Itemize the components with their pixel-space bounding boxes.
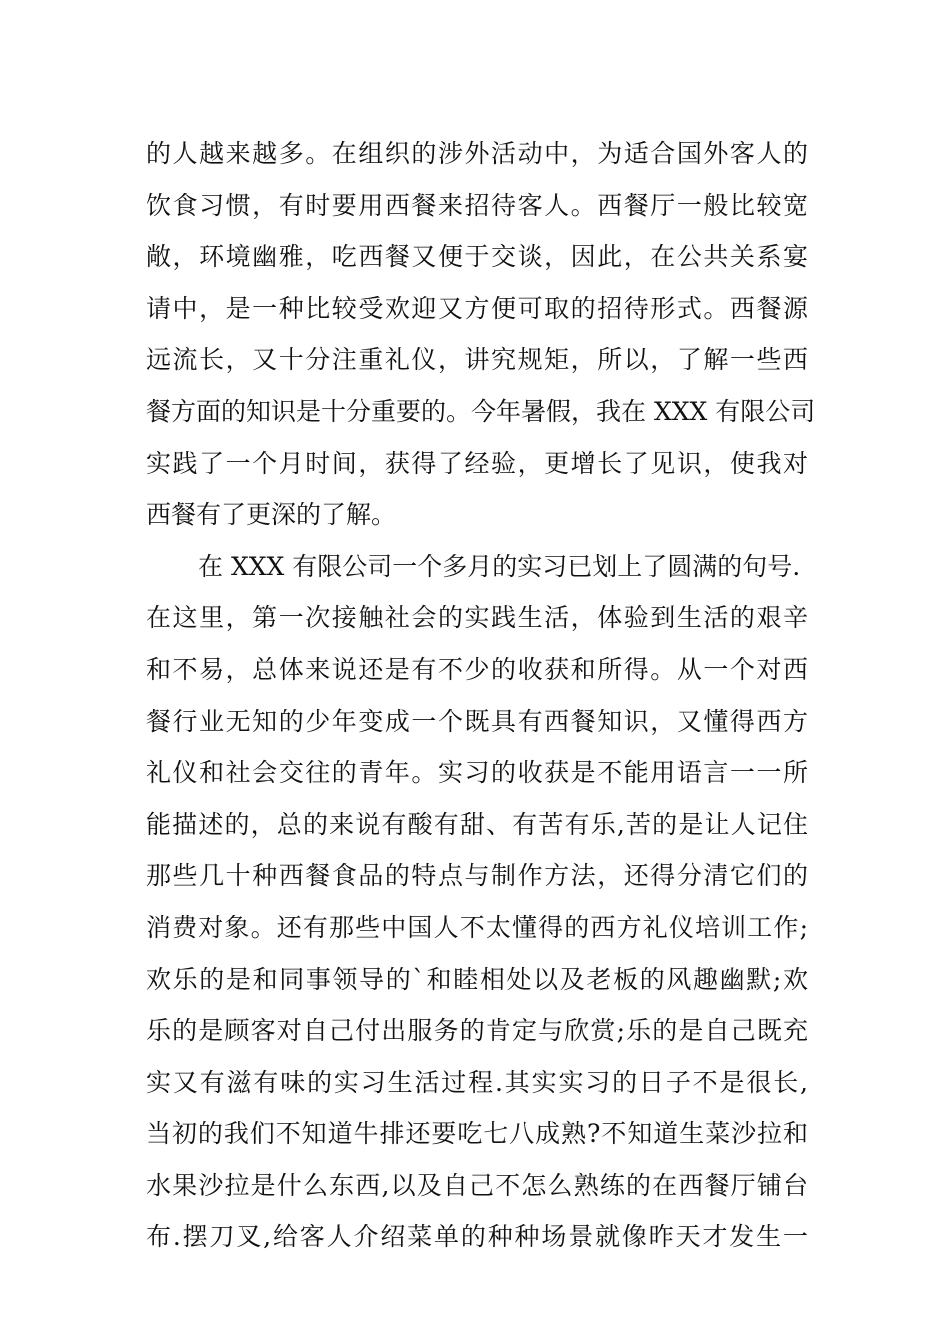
text-line: 欢乐的是和同事领导的`和睦相处以及老板的风趣幽默;欢	[146, 964, 808, 994]
text-line: 远流长，又十分注重礼仪，讲究规矩，所以，了解一些西	[146, 345, 808, 375]
text-line: 实又有滋有味的实习生活过程.其实实习的日子不是很长,	[146, 1067, 808, 1097]
text-line: 饮食习惯，有时要用西餐来招待客人。西餐厅一般比较宽	[146, 190, 808, 220]
text-line: 能描述的，总的来说有酸有甜、有苦有乐,苦的是让人记住	[146, 809, 808, 839]
text-line: 在这里，第一次接触社会的实践生活，体验到生活的艰辛	[146, 603, 808, 633]
text-line: 请中，是一种比较受欢迎又方便可取的招待形式。西餐源	[146, 293, 808, 323]
text-line: 餐方面的知识是十分重要的。今年暑假，我在 XXX 有限公司	[146, 396, 816, 426]
paragraph	[146, 128, 816, 541]
text-line: 消费对象。还有那些中国人不太懂得的西方礼仪培训工作;	[146, 912, 808, 942]
text-line: 那些几十种西餐食品的特点与制作方法，还得分清它们的	[146, 861, 808, 891]
body-text	[146, 128, 816, 1263]
text-line: 在 XXX 有限公司一个多月的实习已划上了圆满的句号.	[198, 551, 801, 581]
text-line: 布.摆刀叉,给客人介绍菜单的种种场景就像昨天才发生一	[146, 1222, 808, 1252]
text-line: 餐行业无知的少年变成一个既具有西餐知识，又懂得西方	[146, 706, 808, 736]
text-line: 乐的是顾客对自己付出服务的肯定与欣赏;乐的是自己既充	[146, 1016, 808, 1046]
text-line: 礼仪和社会交往的青年。实习的收获是不能用语言一一所	[146, 758, 808, 788]
text-line: 水果沙拉是什么东西,以及自己不怎么熟练的在西餐厅铺台	[146, 1170, 808, 1200]
text-line: 敞，环境幽雅，吃西餐又便于交谈，因此，在公共关系宴	[146, 242, 808, 272]
text-line: 实践了一个月时间，获得了经验，更增长了见识，使我对	[146, 448, 808, 478]
text-line: 当初的我们不知道牛排还要吃七八成熟?不知道生菜沙拉和	[146, 1119, 808, 1149]
text-line: 西餐有了更深的了解。	[146, 500, 397, 530]
paragraph	[146, 541, 808, 1263]
text-line: 的人越来越多。在组织的涉外活动中，为适合国外客人的	[146, 139, 808, 168]
text-line: 和不易，总体来说还是有不少的收获和所得。从一个对西	[146, 654, 808, 684]
